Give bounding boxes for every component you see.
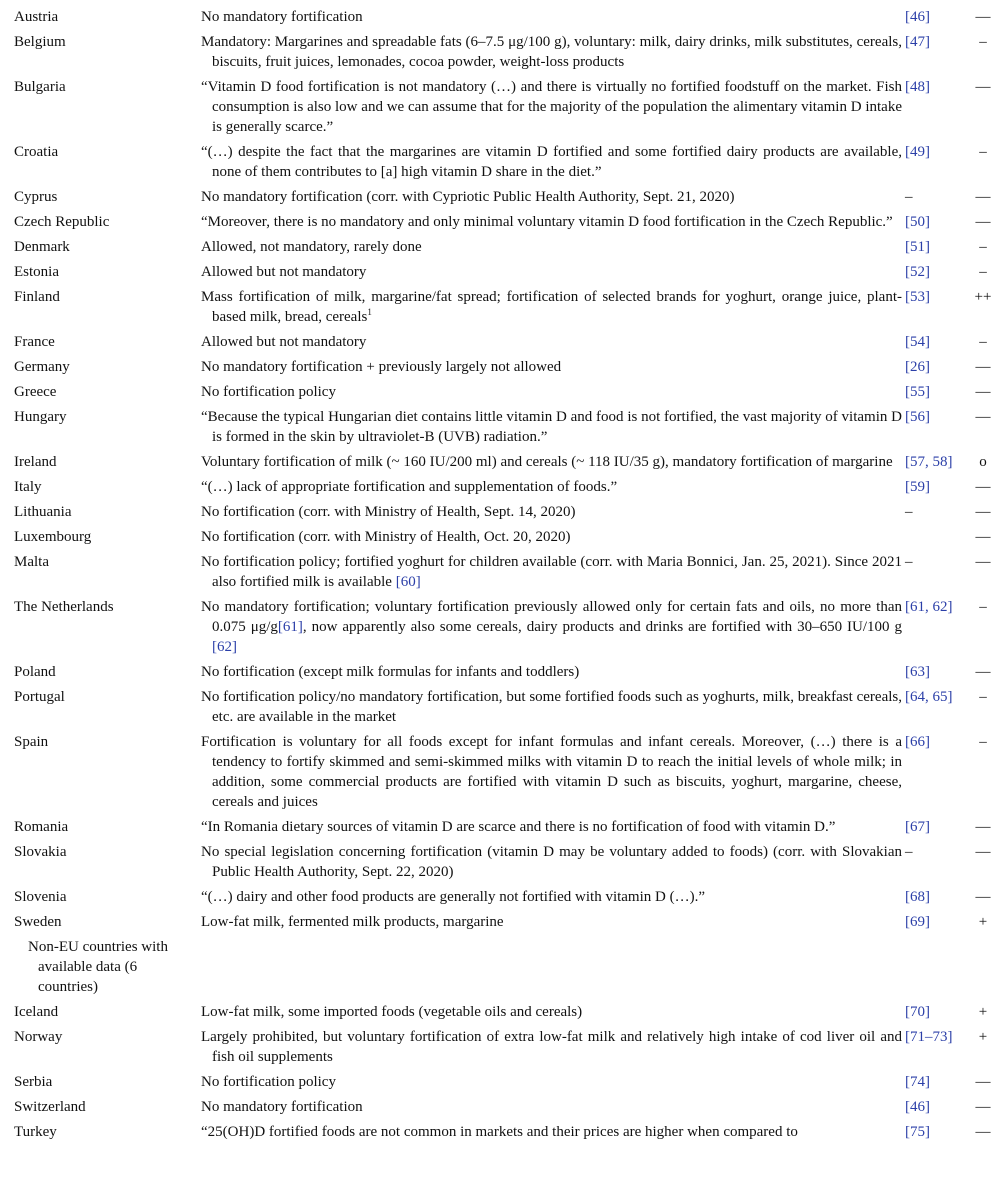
fortification-table <box>0 7 1004 1147</box>
country-cell: Cyprus <box>14 189 58 205</box>
description-text: No special legislation concerning fortification (vitamin D may be voluntary added to foods) (corr. with Slovakian Public Health Authority, Sept. 22, 2020) <box>201 844 902 880</box>
reference-cell[interactable] <box>905 1122 967 1142</box>
description-cell <box>201 77 902 137</box>
table-row-switzerland <box>0 1097 1004 1122</box>
description-cell <box>201 552 902 592</box>
reference-link[interactable]: [57, 58] <box>905 454 953 470</box>
rating-cell: – <box>979 144 987 160</box>
table-row-austria <box>0 7 1004 32</box>
country-cell: Portugal <box>14 689 65 705</box>
reference-cell[interactable] <box>905 287 967 307</box>
reference-link[interactable]: [71–73] <box>905 1029 953 1045</box>
rating-cell: — <box>975 214 991 230</box>
rating-cell: + <box>978 914 988 930</box>
reference-link[interactable]: [49] <box>905 144 930 160</box>
description-cell <box>201 1002 902 1022</box>
table-row-poland <box>0 662 1004 687</box>
footnote-marker: 1 <box>367 307 372 317</box>
rating-cell: — <box>975 79 991 95</box>
rating-cell: – <box>979 264 987 280</box>
rating-cell: — <box>975 1074 991 1090</box>
reference-cell[interactable] <box>905 887 967 907</box>
inline-reference-link[interactable]: [61] <box>277 619 303 635</box>
reference-cell[interactable] <box>905 1097 967 1117</box>
country-cell: Malta <box>14 554 49 570</box>
description-text: No fortification (except milk formulas for infants and toddlers) <box>201 664 580 680</box>
country-cell: Switzerland <box>14 1099 86 1115</box>
rating-cell: — <box>975 384 991 400</box>
rating-cell: – <box>979 239 987 255</box>
reference-cell[interactable] <box>905 142 967 162</box>
description-text: No fortification policy/no mandatory fortification, but some fortified foods such as yoghurts, milk, breakfast cereals, etc. are available in the market <box>201 689 902 725</box>
table-row-slovakia <box>0 842 1004 887</box>
country-cell: Sweden <box>14 914 62 930</box>
reference-cell <box>905 502 967 522</box>
reference-cell[interactable] <box>905 817 967 837</box>
reference-cell <box>905 552 967 572</box>
description-cell <box>201 212 902 232</box>
table-row-portugal <box>0 687 1004 732</box>
reference-cell[interactable] <box>905 382 967 402</box>
reference-cell[interactable] <box>905 7 967 27</box>
description-cell <box>201 1072 902 1092</box>
table-row-denmark <box>0 237 1004 262</box>
country-cell: Iceland <box>14 1004 59 1020</box>
country-cell: Bulgaria <box>14 79 66 95</box>
description-cell <box>201 142 902 182</box>
country-cell: Denmark <box>14 239 70 255</box>
country-cell: Greece <box>14 384 57 400</box>
table-row-iceland <box>0 1002 1004 1027</box>
rating-cell: — <box>975 479 991 495</box>
description-cell <box>201 237 902 257</box>
country-cell: Romania <box>14 819 69 835</box>
description-cell <box>201 477 902 497</box>
description-cell <box>201 887 902 907</box>
rating-cell: — <box>975 504 991 520</box>
description-text: No mandatory fortification <box>201 9 363 25</box>
description-text: No mandatory fortification + previously largely not allowed <box>201 359 562 375</box>
description-cell <box>201 1122 902 1142</box>
country-cell: Hungary <box>14 409 67 425</box>
description-cell <box>201 502 902 522</box>
description-text: “In Romania dietary sources of vitamin D are scarce and there is no fortification of food with vitamin D.” <box>201 819 836 835</box>
description-text: “25(OH)D fortified foods are not common in markets and their prices are higher when compared to <box>201 1124 798 1140</box>
rating-cell: — <box>975 844 991 860</box>
country-cell: Estonia <box>14 264 59 280</box>
country-cell: Turkey <box>14 1124 57 1140</box>
table-row-slovenia <box>0 887 1004 912</box>
reference-link[interactable]: [75] <box>905 1124 930 1140</box>
table-row-sweden <box>0 912 1004 937</box>
reference-cell <box>905 842 967 862</box>
description-cell <box>201 187 902 207</box>
table-row-malta <box>0 552 1004 597</box>
country-cell: Poland <box>14 664 56 680</box>
country-cell: Ireland <box>14 454 57 470</box>
description-text: “Because the typical Hungarian diet contains little vitamin D and food is not fortified, the vast majority of vitamin D is formed in the skin by ultraviolet-B (UVB) radiation.” <box>201 409 902 445</box>
description-text: “Moreover, there is no mandatory and only minimal voluntary vitamin D food fortification in the Czech Republic.” <box>201 214 893 230</box>
reference-link: – <box>905 189 913 205</box>
rating-cell: — <box>975 664 991 680</box>
country-cell: Austria <box>14 9 59 25</box>
description-cell <box>201 357 902 377</box>
reference-cell[interactable] <box>905 237 967 257</box>
reference-cell[interactable] <box>905 262 967 282</box>
country-cell: Slovenia <box>14 889 67 905</box>
description-text: Allowed but not mandatory <box>201 264 367 280</box>
reference-cell[interactable] <box>905 662 967 682</box>
country-cell: Lithuania <box>14 504 72 520</box>
rating-cell: – <box>979 334 987 350</box>
description-cell <box>201 382 902 402</box>
rating-cell: — <box>975 189 991 205</box>
table-row-belgium <box>0 32 1004 77</box>
description-cell <box>201 1097 902 1117</box>
table-row-spain <box>0 732 1004 817</box>
group-header-text: Non-EU countries with available data (6 countries) <box>28 939 168 995</box>
reference-link[interactable]: [59] <box>905 479 930 495</box>
description-text: Allowed but not mandatory <box>201 334 367 350</box>
rating-cell: — <box>975 529 991 545</box>
table-row-estonia <box>0 262 1004 287</box>
table-row-luxembourg <box>0 527 1004 552</box>
reference-cell[interactable] <box>905 1002 967 1022</box>
reference-link[interactable]: [46] <box>905 1099 930 1115</box>
rating-cell: — <box>975 554 991 570</box>
reference-link[interactable]: [48] <box>905 79 930 95</box>
description-text: No fortification policy <box>201 1074 336 1090</box>
inline-reference-link[interactable]: [60] <box>395 574 421 590</box>
country-cell: Italy <box>14 479 42 495</box>
description-text: No mandatory fortification <box>201 1099 363 1115</box>
description-cell <box>201 407 902 447</box>
reference-link[interactable]: [70] <box>905 1004 930 1020</box>
reference-link[interactable]: [50] <box>905 214 930 230</box>
description-cell <box>201 1027 902 1067</box>
description-text: No fortification policy; fortified yoghurt for children available (corr. with Maria Bonnici, Jan. 25, 2021). Since 2021 also fortified milk is available <box>201 554 902 590</box>
reference-link[interactable]: [51] <box>905 239 930 255</box>
reference-link[interactable]: [47] <box>905 34 930 50</box>
reference-link: – <box>905 554 913 570</box>
reference-link[interactable]: [63] <box>905 664 930 680</box>
description-cell <box>201 332 902 352</box>
rating-cell: – <box>979 34 987 50</box>
table-row-norway <box>0 1027 1004 1072</box>
country-cell: Germany <box>14 359 70 375</box>
reference-link[interactable]: [66] <box>905 734 930 750</box>
country-cell: Belgium <box>14 34 66 50</box>
group-header-row <box>0 937 1004 1002</box>
reference-cell[interactable] <box>905 732 967 752</box>
table-row-turkey <box>0 1122 1004 1147</box>
reference-cell[interactable] <box>905 452 967 472</box>
rating-cell: — <box>975 359 991 375</box>
rating-cell: – <box>979 734 987 750</box>
rating-cell: — <box>975 9 991 25</box>
table-row-croatia <box>0 142 1004 187</box>
table-row-bulgaria <box>0 77 1004 142</box>
description-text: No mandatory fortification (corr. with Cypriotic Public Health Authority, Sept. 21, 2020) <box>201 189 735 205</box>
rating-cell: — <box>975 1099 991 1115</box>
reference-cell[interactable] <box>905 407 967 427</box>
reference-cell[interactable] <box>905 212 967 232</box>
reference-cell[interactable] <box>905 597 967 617</box>
description-text: “Vitamin D food fortification is not mandatory (…) and there is virtually no fortified foodstuff on the market. Fish consumption is also low and we can assume that for the majority of the population the alimentary vitamin D intake is generally scarce.” <box>201 79 902 135</box>
reference-link[interactable]: [56] <box>905 409 930 425</box>
reference-link: – <box>905 844 913 860</box>
description-cell <box>201 262 902 282</box>
rating-cell: – <box>979 599 987 615</box>
reference-link[interactable]: [67] <box>905 819 930 835</box>
description-cell <box>201 32 902 72</box>
country-cell: Spain <box>14 734 49 750</box>
reference-cell[interactable] <box>905 1072 967 1092</box>
description-cell <box>201 732 902 812</box>
country-cell: Norway <box>14 1029 63 1045</box>
reference-link[interactable]: [68] <box>905 889 930 905</box>
table-row-czech-republic <box>0 212 1004 237</box>
reference-cell[interactable] <box>905 77 967 97</box>
reference-link[interactable]: [54] <box>905 334 930 350</box>
reference-cell[interactable] <box>905 1027 967 1047</box>
description-text: , now apparently also some cereals, dairy products and drinks are fortified with 30–650 IU/100 g <box>302 619 902 635</box>
rating-cell: o <box>979 454 987 470</box>
group-header <box>14 937 193 997</box>
table-row-germany <box>0 357 1004 382</box>
description-cell <box>201 662 902 682</box>
table-row-serbia <box>0 1072 1004 1097</box>
reference-cell[interactable] <box>905 477 967 497</box>
country-cell: Luxembourg <box>14 529 92 545</box>
table-row-greece <box>0 382 1004 407</box>
reference-cell[interactable] <box>905 912 967 932</box>
description-text: No mandatory fortification; voluntary fortification previously allowed only for certain fats and oils, no more than 0.075 μg/g <box>201 599 902 635</box>
table-row-france <box>0 332 1004 357</box>
reference-cell[interactable] <box>905 332 967 352</box>
description-text: “(…) despite the fact that the margarines are vitamin D fortified and some fortified dairy products are available, none of them contributes to [a] high vitamin D share in the diet.” <box>201 144 902 180</box>
description-text: Fortification is voluntary for all foods except for infant formulas and infant cereals. Moreover, (…) there is a tendency to fortify skimmed and semi-skimmed milks with vitamin D to reach the initial levels of whole milk; in addition, some commercial products are fortified with vitamin D such as biscuits, yoghurt, margarine, cheese, cereals and juices <box>201 734 902 810</box>
reference-link[interactable]: [69] <box>905 914 930 930</box>
description-text: “(…) lack of appropriate fortification and supplementation of foods.” <box>201 479 618 495</box>
description-text: Low-fat milk, some imported foods (vegetable oils and cereals) <box>201 1004 583 1020</box>
rating-cell: – <box>979 689 987 705</box>
description-text: Largely prohibited, but voluntary fortification of extra low-fat milk and relatively high intake of cod liver oil and fish oil supplements <box>201 1029 902 1065</box>
table-row-italy <box>0 477 1004 502</box>
country-cell: Slovakia <box>14 844 67 860</box>
table-row-the-netherlands <box>0 597 1004 662</box>
country-cell: Croatia <box>14 144 59 160</box>
rating-cell: — <box>975 409 991 425</box>
description-cell <box>201 287 902 327</box>
rating-cell: — <box>975 889 991 905</box>
rating-cell: + <box>978 1029 988 1045</box>
reference-link[interactable]: [61, 62] <box>905 599 953 615</box>
reference-link[interactable]: [46] <box>905 9 930 25</box>
rating-cell: — <box>975 819 991 835</box>
reference-link[interactable]: [26] <box>905 359 930 375</box>
country-cell: France <box>14 334 55 350</box>
description-text: Mandatory: Margarines and spreadable fats (6–7.5 μg/100 g), voluntary: milk, dairy drinks, milk substitutes, cereals, biscuits, fruit juices, lemonades, cocoa powder, weight-loss products <box>201 34 902 70</box>
description-text: No fortification (corr. with Ministry of Health, Oct. 20, 2020) <box>201 529 571 545</box>
description-text: Low-fat milk, fermented milk products, margarine <box>201 914 504 930</box>
table-row-lithuania <box>0 502 1004 527</box>
country-cell: Finland <box>14 289 60 305</box>
table-row-cyprus <box>0 187 1004 212</box>
description-cell <box>201 452 902 472</box>
table-row-romania <box>0 817 1004 842</box>
rating-cell: + <box>978 1004 988 1020</box>
description-text: Allowed, not mandatory, rarely done <box>201 239 422 255</box>
description-text: No fortification (corr. with Ministry of Health, Sept. 14, 2020) <box>201 504 576 520</box>
description-cell <box>201 842 902 882</box>
table-row-hungary <box>0 407 1004 452</box>
description-cell <box>201 527 902 547</box>
country-cell: Czech Republic <box>14 214 110 230</box>
rating-cell: ++ <box>974 289 992 305</box>
description-cell <box>201 687 902 727</box>
description-text: No fortification policy <box>201 384 336 400</box>
description-cell <box>201 912 902 932</box>
inline-reference-link[interactable]: [62] <box>212 639 237 655</box>
reference-link[interactable]: [55] <box>905 384 930 400</box>
description-cell <box>201 597 902 657</box>
description-text: Mass fortification of milk, margarine/fat spread; fortification of selected brands for yoghurt, orange juice, plant-based milk, bread, cereals <box>201 289 902 325</box>
reference-cell[interactable] <box>905 32 967 52</box>
description-text: “(…) dairy and other food products are generally not fortified with vitamin D (…).” <box>201 889 706 905</box>
reference-cell <box>905 187 967 207</box>
reference-link[interactable]: [53] <box>905 289 930 305</box>
reference-link[interactable]: [52] <box>905 264 930 280</box>
table-row-finland <box>0 287 1004 332</box>
country-cell: The Netherlands <box>14 599 114 615</box>
description-cell <box>201 817 902 837</box>
reference-cell[interactable] <box>905 687 967 707</box>
country-cell: Serbia <box>14 1074 53 1090</box>
rating-cell: — <box>975 1124 991 1140</box>
reference-link[interactable]: [74] <box>905 1074 930 1090</box>
description-text: Voluntary fortification of milk (~ 160 IU/200 ml) and cereals (~ 118 IU/35 g), mandatory fortification of margarine <box>201 454 893 470</box>
reference-link: – <box>905 504 913 520</box>
description-cell <box>201 7 902 27</box>
table-row-ireland <box>0 452 1004 477</box>
reference-cell[interactable] <box>905 357 967 377</box>
reference-link[interactable]: [64, 65] <box>905 689 953 705</box>
